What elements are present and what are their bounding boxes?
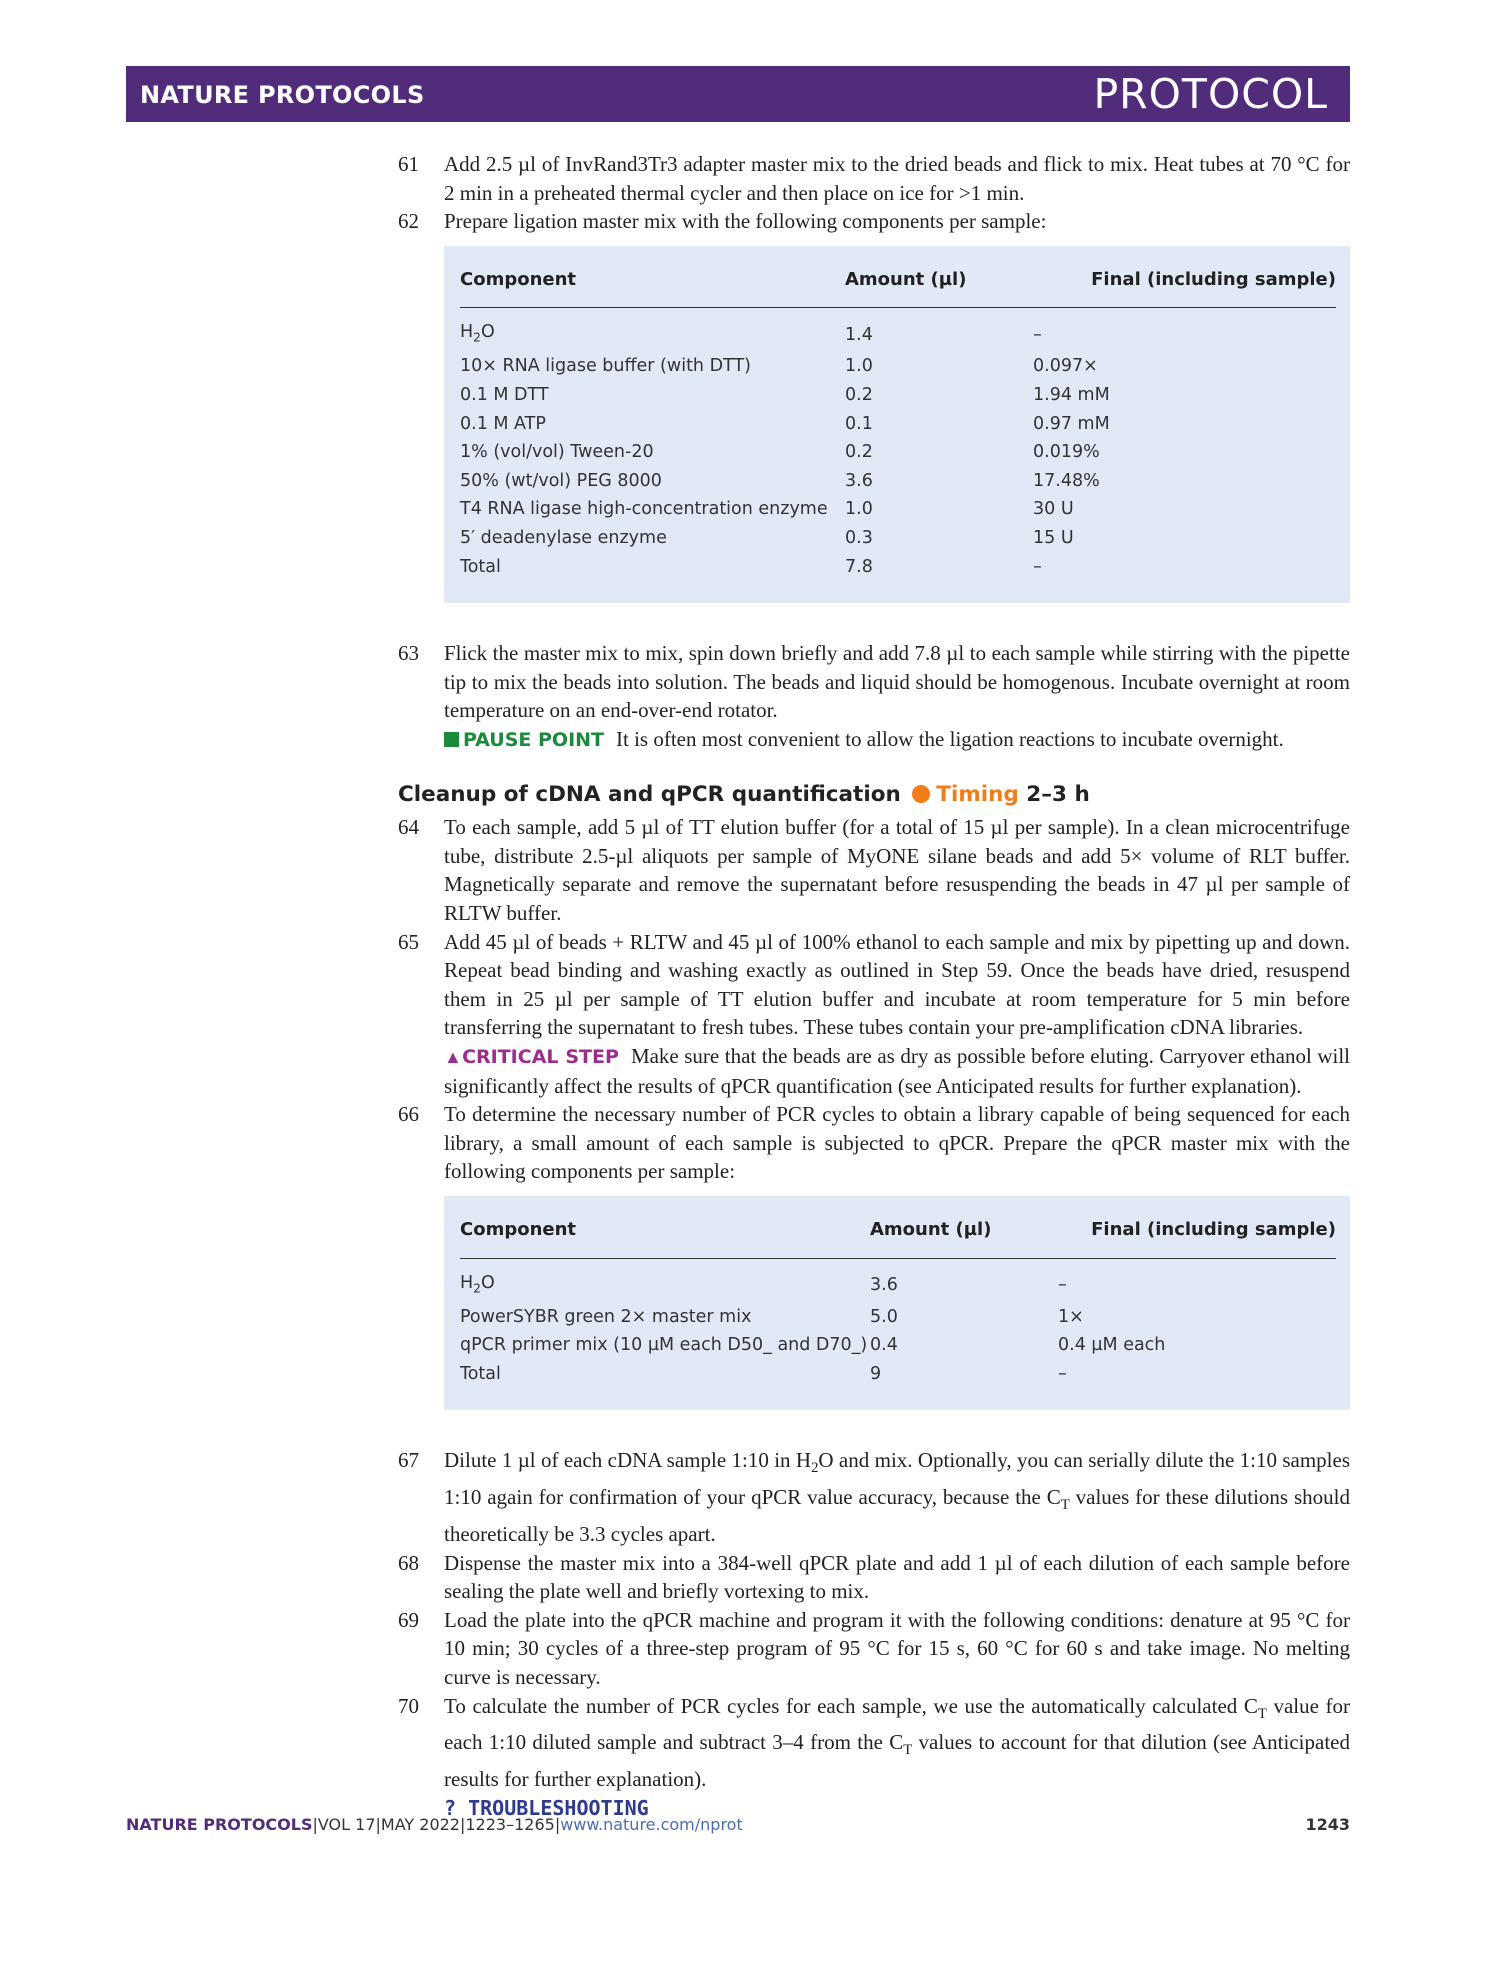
table-cell: 1% (vol/vol) Tween-20 [460,442,654,463]
step-number: 64 [398,815,419,840]
timing-label: Timing [936,781,1019,807]
table-cell: 3.6 [870,1275,898,1296]
step-text: To calculate the number of PCR cycles for each sample, we use the automatically calculated $C_T$ value for each 1:10 diluted sample and subtract 3–4 from the $C_T$ values to account for that dilution (see Anticipated results for further explanation). [444,1693,1351,1792]
step-65 [396,928,1350,1101]
table-row [460,1303,1336,1332]
step-text: Dispense the master mix into a 384-well qPCR plate and add 1 µl of each dilution of each sample before sealing the plate well and briefly vortexing to mix. [444,1550,1350,1604]
step-number: 69 [398,1607,419,1632]
article-type: PROTOCOL [1093,70,1328,118]
column-header: Final (including sample) [1058,1196,1336,1258]
timing-value: 2–3 h [1026,781,1090,807]
table-cell: 0.2 [845,385,873,406]
table-row [460,410,1336,439]
step-text: Dilute 1 µl of each cDNA sample 1:10 in $H_2O$ and mix. Optionally, you can serially dilute the 1:10 samples 1:10 again for confirmation of your qPCR value accuracy, because the $C_T$ values for these dilutions should theoretically be 3.3 cycles apart. [444,1448,1350,1546]
column-header: Amount (µl) [870,1196,1058,1258]
step-number: 70 [398,1693,419,1718]
footer-url-link[interactable]: www.nature.com/nprot [560,1815,743,1834]
table-cell: 5.0 [870,1306,898,1327]
column-header: Component [460,246,845,308]
table-row [460,438,1336,467]
page-footer: NATURE PROTOCOLS|VOL 17|MAY 2022|1223–1265|www.nature.com/nprot 1243 [126,1815,1350,1834]
table-row [460,1331,1336,1360]
table-cell: 10× RNA ligase buffer (with DTT) [460,356,751,377]
table-cell: PowerSYBR green 2× master mix [460,1306,752,1327]
step-63 [396,639,1350,754]
table-cell: 1.94 mM [1033,385,1110,406]
table-cell: 0.097× [1033,356,1098,377]
table-cell: 0.4 [870,1335,898,1356]
table-row [460,1360,1336,1389]
column-header: Amount (µl) [845,246,1033,308]
section-heading [398,781,1350,810]
step-68 [396,1549,1350,1606]
step-number: 67 [398,1448,419,1473]
table-cell: $H_2O$ [460,1272,495,1295]
table-row [460,495,1336,524]
pause-point-label: PAUSE POINT [463,729,605,751]
timing-dot-icon [912,785,930,803]
pause-point-note [444,725,1350,755]
table-cell: 1.0 [845,499,873,520]
step-number: 62 [398,209,419,234]
step-number: 68 [398,1550,419,1575]
table-cell: 0.2 [845,442,873,463]
step-text: Load the plate into the qPCR machine and program it with the following conditions: denature at 95 °C for 10 min; 30 cycles of a three-step program of 95 °C for 15 s, 60 °C for 60 s and take image. No melting curve is necessary. [444,1607,1350,1689]
table-cell: 0.1 M ATP [460,413,546,434]
step-67 [396,1446,1350,1548]
step-text: To determine the necessary number of PCR cycles to obtain a library capable of being sequenced for each library, a small amount of each sample is subjected to qPCR. Prepare the qPCR master mix with the following components per sample: [444,1102,1350,1184]
table-row [460,467,1336,496]
table-cell: 3.6 [845,470,873,491]
table-row [460,553,1336,582]
section-title: Cleanup of cDNA and qPCR quantification [398,781,901,807]
table-cell: – [1058,1275,1067,1296]
step-text: Add 2.5 µl of InvRand3Tr3 adapter master mix to the dried beads and flick to mix. Heat tubes at 70 °C for 2 min in a preheated thermal cycler and then place on ice for >1 min. [444,152,1350,205]
table-row [460,352,1336,381]
table-cell: – [1058,1363,1067,1384]
table-row [460,524,1336,553]
table-cell: 17.48% [1033,470,1100,491]
footer-journal: NATURE PROTOCOLS [126,1815,313,1834]
table-cell: 0.1 M DTT [460,385,549,406]
table-cell: Total [460,556,501,577]
pause-square-icon [444,732,459,747]
footer-date: MAY 2022 [380,1815,460,1834]
troubleshooting-link[interactable]: ? TROUBLESHOOTING [444,1795,649,1820]
step-62 [396,207,1350,236]
running-header [126,66,1350,122]
table-cell: 1× [1058,1306,1084,1327]
qpcr-master-mix-table [444,1196,1350,1410]
step-number: 61 [398,152,419,176]
step-text: Add 45 µl of beads + RLTW and 45 µl of 100% ethanol to each sample and mix by pipetting up and down. Repeat bead binding and washing exactly as outlined in Step 59. Once the beads have dried, resuspend them in 25 µl per sample of TT elution buffer and incubate at room temperature for 5 min before transferring the supernatant to fresh tubes. These tubes contain your pre-amplification cDNA libraries. [444,929,1350,1040]
table-cell: T4 RNA ligase high-concentration enzyme [460,499,828,520]
table-cell: 50% (wt/vol) PEG 8000 [460,470,662,491]
table-cell: 0.3 [845,528,873,549]
step-69 [396,1606,1350,1692]
ligation-master-mix-table [444,246,1350,603]
table-cell: Total [460,1363,501,1384]
table-cell: qPCR primer mix (10 µM each D50_ and D70_) [460,1335,868,1356]
table-cell: 1.0 [845,356,873,377]
table-row [460,308,1336,353]
footer-volume: VOL 17 [317,1815,376,1834]
table-cell: 1.4 [845,325,873,346]
pause-point-text: It is often most convenient to allow the ligation reactions to incubate overnight. [616,727,1284,751]
step-number: 65 [398,929,419,954]
table-cell: 0.97 mM [1033,413,1110,434]
table-row [460,1258,1336,1303]
step-64 [396,813,1350,927]
column-header: Final (including sample) [1033,246,1336,308]
table-cell: 0.019% [1033,442,1100,463]
table-cell: 0.4 µM each [1058,1335,1166,1356]
critical-step-label: CRITICAL STEP [462,1045,619,1068]
step-text: Flick the master mix to mix, spin down briefly and add 7.8 µl to each sample while stirring with the pipette tip to mix the beads into solution. The beads and liquid should be homogenous. Incubate overnight at room temperature on an end-over-end rotator. [444,641,1350,723]
step-number: 66 [398,1102,419,1127]
step-text: Prepare ligation master mix with the following components per sample: [444,209,1047,234]
table-cell: 0.1 [845,413,873,434]
step-61 [396,150,1350,207]
table-cell: 5′ deadenylase enzyme [460,528,667,549]
critical-step-note [444,1042,1350,1100]
table-cell: – [1033,556,1042,577]
step-66 [396,1100,1350,1186]
critical-step-text: Make sure that the beads are as dry as possible before eluting. Carryover ethanol will significantly affect the results of qPCR quantification (see Anticipated results for further explanation). [444,1043,1350,1098]
table-cell: 30 U [1033,499,1074,520]
table-cell: 9 [870,1363,882,1384]
protocol-body [396,150,1350,1822]
table-cell: – [1033,325,1042,346]
step-70 [396,1692,1350,1823]
table-cell: 7.8 [845,556,873,577]
step-text: To each sample, add 5 µl of TT elution buffer (for a total of 15 µl per sample). In a clean microcentrifuge tube, distribute 2.5-µl aliquots per sample of MyONE silane beads and add 5× volume of RLT buffer. Magnetically separate and remove the supernatant before resuspending the beads in 47 µl per sample of RLTW buffer. [444,815,1350,925]
table-row [460,381,1336,410]
table-cell: $H_2O$ [460,322,495,345]
step-number: 63 [398,641,419,666]
table-cell: 15 U [1033,528,1074,549]
page-number: 1243 [1305,1815,1350,1834]
warning-triangle-icon: ▲ [444,1046,463,1067]
footer-pages: 1223–1265 [465,1815,555,1834]
journal-name: NATURE PROTOCOLS [140,81,425,109]
column-header: Component [460,1196,870,1258]
